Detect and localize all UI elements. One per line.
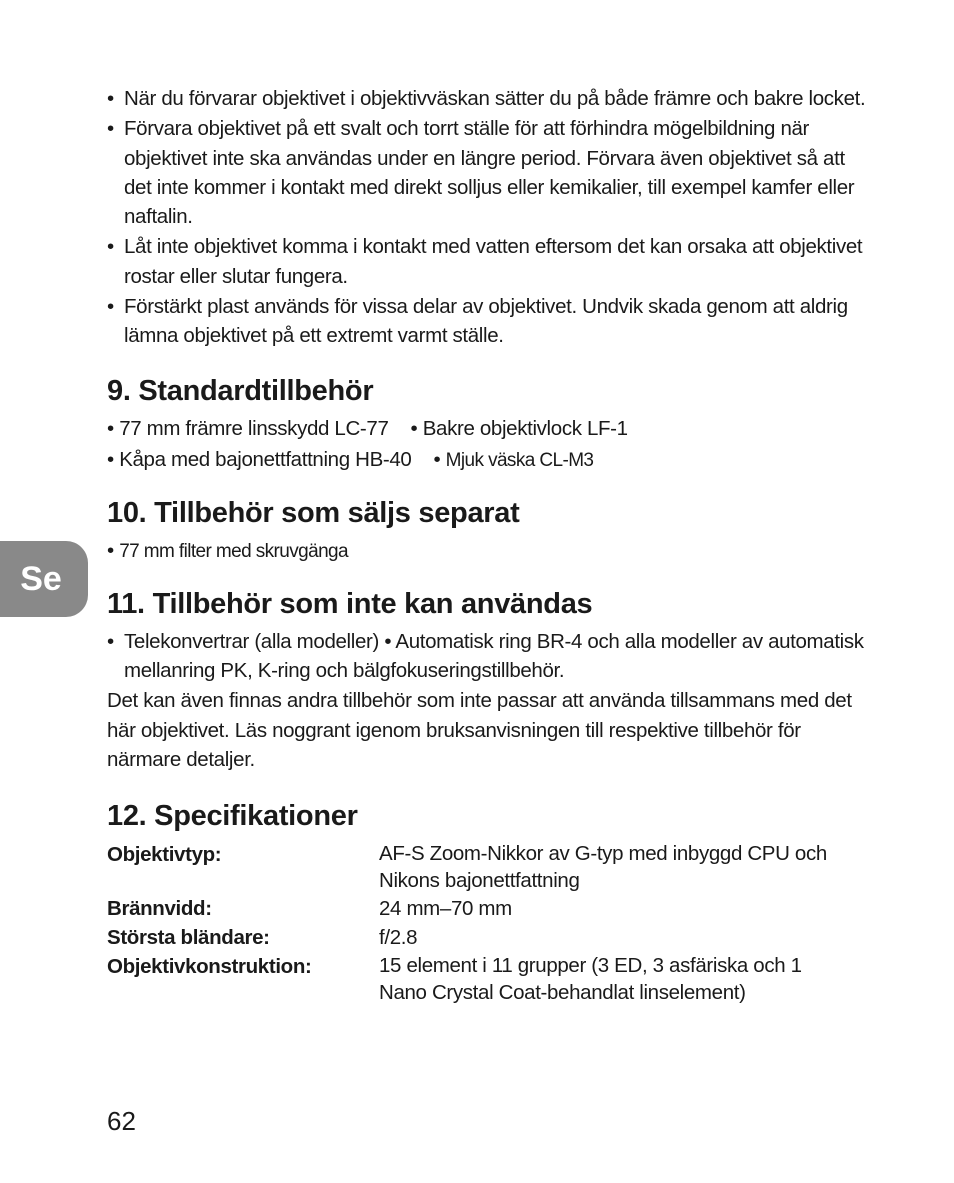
spec-value-line: 15 element i 11 grupper (3 ED, 3 asfäriska och 1	[379, 954, 802, 978]
accessory-item: Bakre objektivlock LF-1	[422, 416, 628, 440]
list-item-text: Förvara objektivet på ett svalt och torrt ställe för att förhindra mögelbildning när objektivet inte ska användas under en längre period. Förvara även objektivet så att det inte kommer i kontakt med direkt solljus eller kemikalier, till exempel kamfer eller naftalin.	[124, 117, 855, 229]
list-item	[107, 292, 877, 351]
list-item	[107, 114, 877, 231]
accessory-row	[107, 445, 877, 475]
accessory-item: Mjuk väska CL-M3	[445, 449, 594, 471]
spec-value-line: Nano Crystal Coat-behandlat linselement)	[379, 981, 746, 1005]
spec-value	[379, 840, 877, 894]
spec-label: Objektivkonstruktion:	[107, 955, 312, 979]
section-heading-optional-accessories: 10. Tillbehör som säljs separat	[107, 496, 520, 529]
accessory-item: Kåpa med bajonettfattning HB-40	[119, 447, 412, 471]
spec-row	[107, 923, 877, 952]
spec-table	[107, 840, 877, 1006]
list-item	[107, 627, 877, 686]
bullet-marker: •	[384, 629, 392, 653]
spec-row	[107, 894, 877, 923]
bullet-marker: •	[107, 538, 114, 562]
page-number: 62	[107, 1106, 136, 1136]
list-item-text: Automatisk ring BR-4 och alla modeller av automatisk mellanring PK, K-ring och bälgfokuseringstillbehör.	[124, 629, 864, 682]
accessory-row	[107, 536, 877, 566]
spec-value: f/2.8	[379, 926, 418, 950]
section-heading-specifications: 12. Specifikationer	[107, 800, 358, 833]
bullet-marker: •	[433, 447, 441, 471]
bullet-marker: •	[107, 295, 114, 319]
spec-value-line: Nikons bajonettfattning	[379, 869, 580, 893]
bullet-marker: •	[107, 447, 114, 471]
page-content	[107, 84, 877, 1006]
language-tab	[0, 541, 88, 617]
list-item-text: Telekonvertrar (alla modeller)	[124, 629, 379, 653]
incompatible-note-paragraph: Det kan även finnas andra tillbehör som inte passar att använda tillsammans med det här objektivet. Läs noggrant igenom bruksanvisningen till respektive tillbehör för närmare detaljer.	[107, 689, 852, 771]
spec-value: 24 mm–70 mm	[379, 897, 512, 921]
bullet-marker: •	[107, 117, 114, 141]
accessory-item: 77 mm filter med skruvgänga	[119, 540, 348, 562]
language-tab-label: Se	[20, 559, 62, 598]
spec-value-line: AF-S Zoom-Nikkor av G-typ med inbyggd CPU och	[379, 842, 827, 866]
section-heading-incompatible-accessories: 11. Tillbehör som inte kan användas	[107, 587, 593, 620]
bullet-marker: •	[410, 416, 418, 440]
list-item	[107, 232, 877, 291]
spec-row	[107, 840, 877, 894]
spec-value	[379, 952, 877, 1006]
list-item-text: Låt inte objektivet komma i kontakt med vatten eftersom det kan orsaka att objektivet rostar eller slutar fungera.	[124, 235, 863, 288]
spec-label: Objektivtyp:	[107, 843, 222, 867]
bullet-marker: •	[107, 629, 114, 653]
accessory-item: 77 mm främre linsskydd LC-77	[119, 416, 389, 440]
spec-label: Största bländare:	[107, 926, 270, 950]
spec-row	[107, 952, 877, 1006]
bullet-marker: •	[107, 235, 114, 259]
list-item	[107, 84, 877, 113]
bullet-marker: •	[107, 87, 114, 110]
accessory-row	[107, 414, 877, 443]
list-item-text: Förstärkt plast används för vissa delar av objektivet. Undvik skada genom att aldrig lämna objektivet på ett extremt varmt ställe.	[124, 295, 848, 348]
list-item-text: När du förvarar objektivet i objektivväskan sätter du på både främre och bakre locket.	[124, 87, 866, 110]
bullet-marker: •	[107, 416, 114, 440]
section-heading-standard-accessories: 9. Standardtillbehör	[107, 374, 374, 407]
spec-label: Brännvidd:	[107, 897, 212, 921]
intro-bullet-list	[107, 84, 877, 351]
